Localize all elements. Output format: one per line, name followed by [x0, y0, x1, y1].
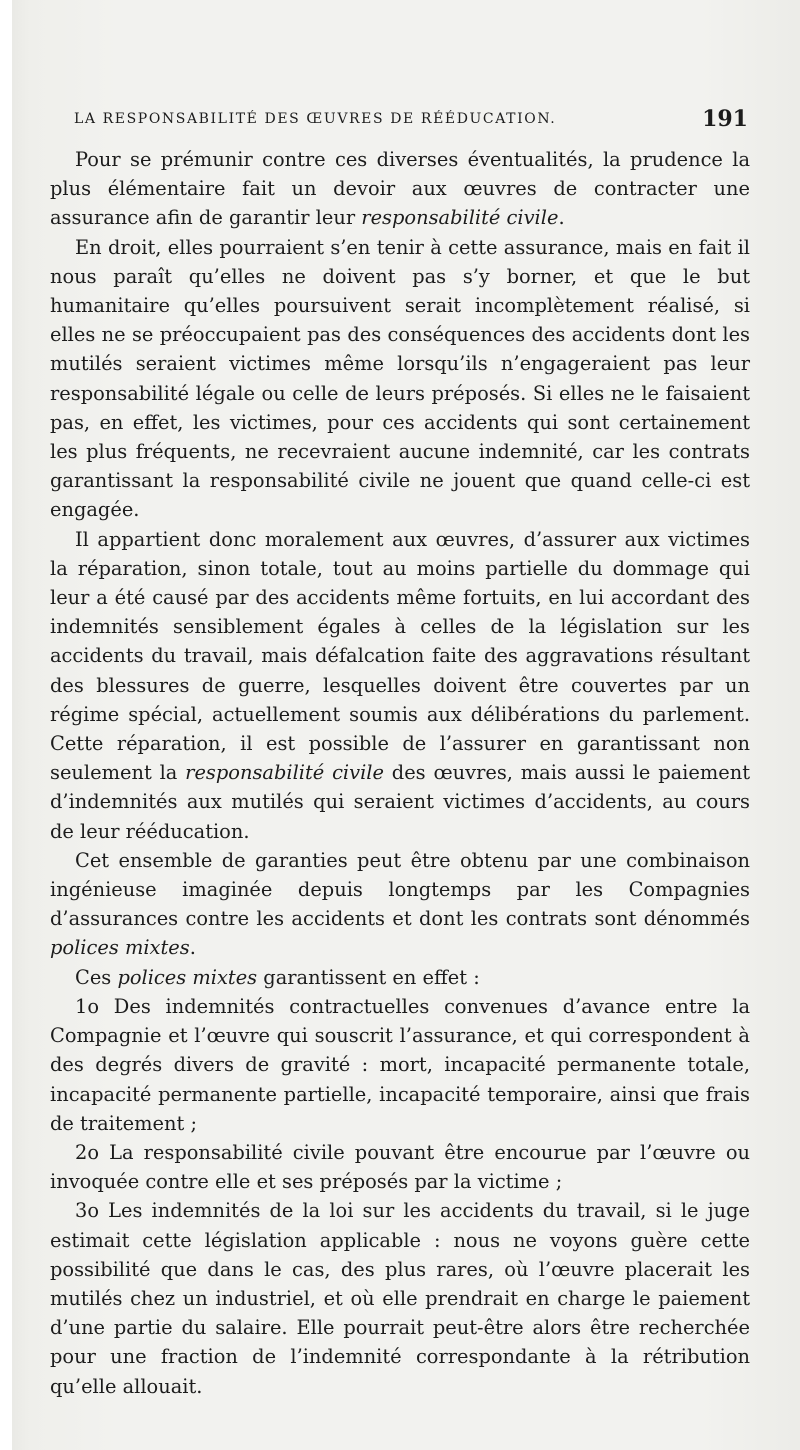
italic-text-run: polices mixtes: [117, 965, 258, 989]
paragraph: [50, 963, 750, 992]
text-run: Pour se prémunir contre ces diverses éventualités, la prudence la plus élémentaire fait un devoir aux œuvres de contracter une assurance afin de garantir leur: [50, 148, 750, 230]
body-text: [50, 145, 750, 1401]
text-run: Cet ensemble de garanties peut être obtenu par une combinaison ingénieuse imaginée depuis longtemps par les Compagnies d’assurances contre les accidents et dont les contrats sont dénommés: [50, 848, 750, 931]
running-title: LA RESPONSABILITÉ DES ŒUVRES DE RÉÉDUCATION.: [74, 111, 557, 127]
italic-text-run: responsabilité civile: [361, 206, 559, 230]
paragraph: [50, 992, 750, 1138]
paragraph: [50, 1138, 750, 1196]
paragraph: [50, 1196, 750, 1400]
paragraph: [50, 846, 750, 963]
paragraph: [50, 233, 750, 525]
text-run: .: [189, 936, 196, 960]
scan-margin: [0, 0, 12, 1450]
text-run: 3o Les indemnités de la loi sur les accidents du travail, si le juge estimait cette législation applicable : nous ne voyons guère cette possibilité que dans le cas, des plus rares, où l’œuvre placerait les mutilés chez un industriel, et où elle prendrait en charge le paiement d’une partie du salaire. Elle pourrait peut-être alors être recherchée pour une fraction de l’indemnité correspondante à la rétribution qu’elle allouait.: [50, 1199, 750, 1398]
italic-text-run: responsabilité civile: [185, 761, 384, 785]
text-run: 1o Des indemnités contractuelles convenues d’avance entre la Compagnie et l’œuvre qui souscrit l’assurance, et qui correspondent à des degrés divers de gravité : mort, incapacité permanente totale, incapacité permanente partielle, incapacité temporaire, ainsi que frais de traitement ;: [50, 994, 750, 1135]
paragraph: [50, 145, 750, 233]
page-number: 191: [702, 106, 748, 132]
text-run: Il appartient donc moralement aux œuvres, d’assurer aux victimes la réparation, sinon totale, tout au moins partielle du dommage qui leur a été causé par des accidents même fortuits, en lui accordant des indemnités sensiblement égales à celles de la législation sur les accidents du travail, mais défalcation faite des aggravations résultant des blessures de guerre, lesquelles doivent être couvertes par un régime spécial, actuellement soumis aux délibérations du parlement. Cette réparation, il est possible de l’assurer en garantissant non seulement la: [50, 527, 750, 785]
running-header: [74, 104, 754, 134]
text-run: Ces: [75, 965, 118, 989]
text-run: des œuvres, mais aussi le paiement d’indemnités aux mutilés qui seraient victimes d’accidents, au cours de leur rééducation.: [50, 761, 750, 843]
text-run: .: [558, 206, 565, 230]
text-run: En droit, elles pourraient s’en tenir à cette assurance, mais en fait il nous paraît qu’elles ne doivent pas s’y borner, et que le but humanitaire qu’elles poursuivent serait incomplètement réalisé, si elles ne se préoccupaient pas des conséquences des accidents dont les mutilés seraient victimes même lorsqu’ils n’engageraient pas leur responsabilité légale ou celle de leurs préposés. Si elles ne le faisaient pas, en effet, les victimes, pour ces accidents qui sont certainement les plus fréquents, ne recevraient aucune indemnité, car les contrats garantissant la responsabilité civile ne jouent que quand celle-ci est engagée.: [50, 235, 750, 522]
italic-text-run: polices mixtes: [50, 936, 190, 960]
text-run: 2o La responsabilité civile pouvant être encourue par l’œuvre ou invoquée contre elle et ses préposés par la victime ;: [50, 1140, 750, 1194]
text-run: garantissent en effet :: [257, 965, 480, 989]
paragraph: [50, 525, 750, 846]
